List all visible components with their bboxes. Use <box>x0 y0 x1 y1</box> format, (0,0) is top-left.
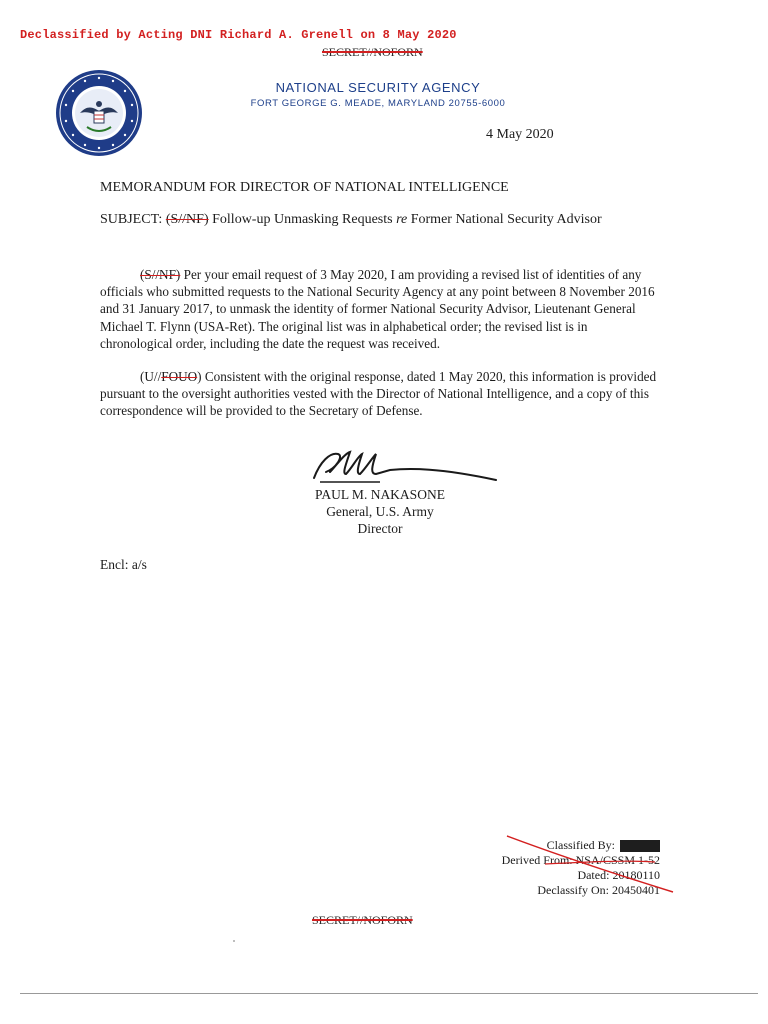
memo-date: 4 May 2020 <box>486 127 554 142</box>
scan-speck <box>233 940 235 942</box>
signatory-name: PAUL M. NAKASONE <box>315 487 445 502</box>
subject-re: re <box>396 212 408 227</box>
classification-banner-bottom: SECRET//NOFORN <box>312 913 413 927</box>
subject-classification: (S//NF) <box>165 212 209 227</box>
paragraph-2-marking-struck: FOUO <box>161 369 198 384</box>
derived-from-value: NSA/CSSM 1-52 <box>575 853 660 867</box>
subject-label: SUBJECT: <box>100 212 163 227</box>
declassification-note: Declassified by Acting DNI Richard A. Grenell on 8 May 2020 <box>20 28 457 42</box>
dated-label: Dated: <box>577 868 610 882</box>
letterhead-agency: NATIONAL SECURITY AGENCY <box>275 80 481 95</box>
paragraph-2-marking-suffix: ) <box>197 369 202 384</box>
declassify-on-value: 20450401 <box>612 883 660 897</box>
letterhead-address: FORT GEORGE G. MEADE, MARYLAND 20755-6000 <box>250 98 506 109</box>
subject-line <box>100 212 602 228</box>
subject-text-after: Former National Security Advisor <box>410 212 602 227</box>
paragraph-2 <box>100 368 660 420</box>
department-of-defense-seal-icon <box>55 69 143 157</box>
memorandum-for: MEMORANDUM FOR DIRECTOR OF NATIONAL INTELLIGENCE <box>100 180 509 195</box>
declassify-on-label: Declassify On: <box>537 883 609 897</box>
paragraph-1 <box>100 266 660 352</box>
dated-value: 20180110 <box>612 868 660 882</box>
paragraph-2-marking-prefix: (U// <box>140 369 162 384</box>
classification-banner-top: SECRET//NOFORN <box>322 45 423 59</box>
subject-text: Follow-up Unmasking Requests <box>212 212 393 227</box>
signature-block <box>280 486 480 537</box>
enclosure-note: Encl: a/s <box>100 557 147 572</box>
paragraph-1-marking: (S//NF) <box>140 267 181 282</box>
footer-rule <box>20 993 758 994</box>
paragraph-1-text: Per your email request of 3 May 2020, I am providing a revised list of identities of any officials who submitted requests to the National Security Agency at any point between 8 November 2016 and 31 January 2017, to unmask the identity of former National Security Advisor, Lieutenant General Michael T. Flynn (USA-Ret). The original list was in alphabetical order; the revised list is in chronological order, including the date the request was received. <box>100 267 655 351</box>
signatory-title: Director <box>357 521 403 536</box>
red-strike-overlay <box>505 834 675 896</box>
paragraph-2-text: Consistent with the original response, dated 1 May 2020, this information is provided pursuant to the oversight authorities vested with the Director of National Intelligence, and a copy of this correspondence will be provided to the Secretary of Defense. <box>100 369 657 419</box>
derived-from-label: Derived From: <box>501 853 573 867</box>
signatory-rank: General, U.S. Army <box>326 504 434 519</box>
classified-by-label: Classified By: <box>546 838 615 852</box>
